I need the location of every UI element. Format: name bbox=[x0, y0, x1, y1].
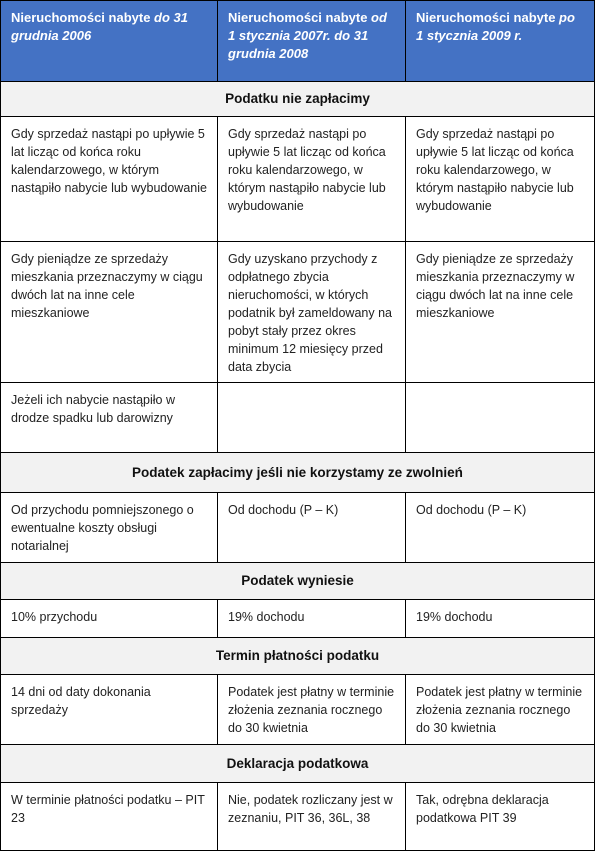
section-title: Deklaracja podatkowa bbox=[1, 745, 595, 783]
table-cell: Tak, odrębna deklaracja podatkowa PIT 39 bbox=[406, 783, 595, 851]
header-col-2-italic: od 1 stycznia 2007r. do 31 grudnia 2008 bbox=[228, 10, 387, 61]
section-header-row bbox=[1, 82, 595, 117]
header-col-1-italic: do 31 grudnia 2006 bbox=[11, 10, 189, 43]
section-header-row bbox=[1, 745, 595, 783]
table-cell: Gdy sprzedaż nastąpi po upływie 5 lat licząc od końca roku kalendarzowego, w którym nastąpiło nabycie lub wybudowanie bbox=[1, 117, 218, 242]
header-col-3 bbox=[406, 1, 595, 82]
section-header-row bbox=[1, 638, 595, 675]
section-header-row bbox=[1, 563, 595, 600]
table-cell: Nie, podatek rozliczany jest w zeznaniu, PIT 36, 36L, 38 bbox=[218, 783, 406, 851]
table-cell: 19% dochodu bbox=[218, 600, 406, 638]
header-col-2-plain: Nieruchomości nabyte bbox=[228, 10, 372, 25]
header-col-2 bbox=[218, 1, 406, 82]
section-header-row bbox=[1, 453, 595, 493]
table-cell: Gdy sprzedaż nastąpi po upływie 5 lat licząc od końca roku kalendarzowego, w którym nastąpiło nabycie lub wybudowanie bbox=[218, 117, 406, 242]
table-cell: Podatek jest płatny w terminie złożenia zeznania rocznego do 30 kwietnia bbox=[218, 675, 406, 745]
table-cell: 10% przychodu bbox=[1, 600, 218, 638]
header-row bbox=[1, 1, 595, 82]
table-row bbox=[1, 600, 595, 638]
table-cell: Od dochodu (P – K) bbox=[218, 493, 406, 563]
table-cell bbox=[218, 383, 406, 453]
table-cell: Gdy uzyskano przychody z odpłatnego zbycia nieruchomości, w których podatnik był zameldowany na pobyt stały przez okres minimum 12 miesięcy przed data zbycia bbox=[218, 242, 406, 383]
header-col-1-plain: Nieruchomości nabyte bbox=[11, 10, 155, 25]
table-row bbox=[1, 383, 595, 453]
table-row bbox=[1, 117, 595, 242]
section-title: Podatek wyniesie bbox=[1, 563, 595, 600]
table-row bbox=[1, 783, 595, 851]
table-cell: 14 dni od daty dokonania sprzedaży bbox=[1, 675, 218, 745]
section-title: Podatku nie zapłacimy bbox=[1, 82, 595, 117]
table-cell: Gdy pieniądze ze sprzedaży mieszkania przeznaczymy w ciągu dwóch lat na inne cele mieszkaniowe bbox=[406, 242, 595, 383]
table-cell: W terminie płatności podatku – PIT 23 bbox=[1, 783, 218, 851]
section-title: Termin płatności podatku bbox=[1, 638, 595, 675]
table-cell: Jeżeli ich nabycie nastąpiło w drodze spadku lub darowizny bbox=[1, 383, 218, 453]
table-cell: Od dochodu (P – K) bbox=[406, 493, 595, 563]
table-row bbox=[1, 242, 595, 383]
header-col-3-italic: po 1 stycznia 2009 r. bbox=[416, 10, 575, 43]
table-row bbox=[1, 493, 595, 563]
header-col-1 bbox=[1, 1, 218, 82]
table-cell bbox=[406, 383, 595, 453]
table-cell: Gdy sprzedaż nastąpi po upływie 5 lat licząc od końca roku kalendarzowego, w którym nastąpiło nabycie lub wybudowanie bbox=[406, 117, 595, 242]
table-cell: 19% dochodu bbox=[406, 600, 595, 638]
table-cell: Gdy pieniądze ze sprzedaży mieszkania przeznaczymy w ciągu dwóch lat na inne cele mieszkaniowe bbox=[1, 242, 218, 383]
header-col-3-plain: Nieruchomości nabyte bbox=[416, 10, 560, 25]
table-cell: Od przychodu pomniejszonego o ewentualne koszty obsługi notarialnej bbox=[1, 493, 218, 563]
section-title: Podatek zapłacimy jeśli nie korzystamy ze zwolnień bbox=[1, 453, 595, 493]
table-row bbox=[1, 675, 595, 745]
table-cell: Podatek jest płatny w terminie złożenia zeznania rocznego do 30 kwietnia bbox=[406, 675, 595, 745]
